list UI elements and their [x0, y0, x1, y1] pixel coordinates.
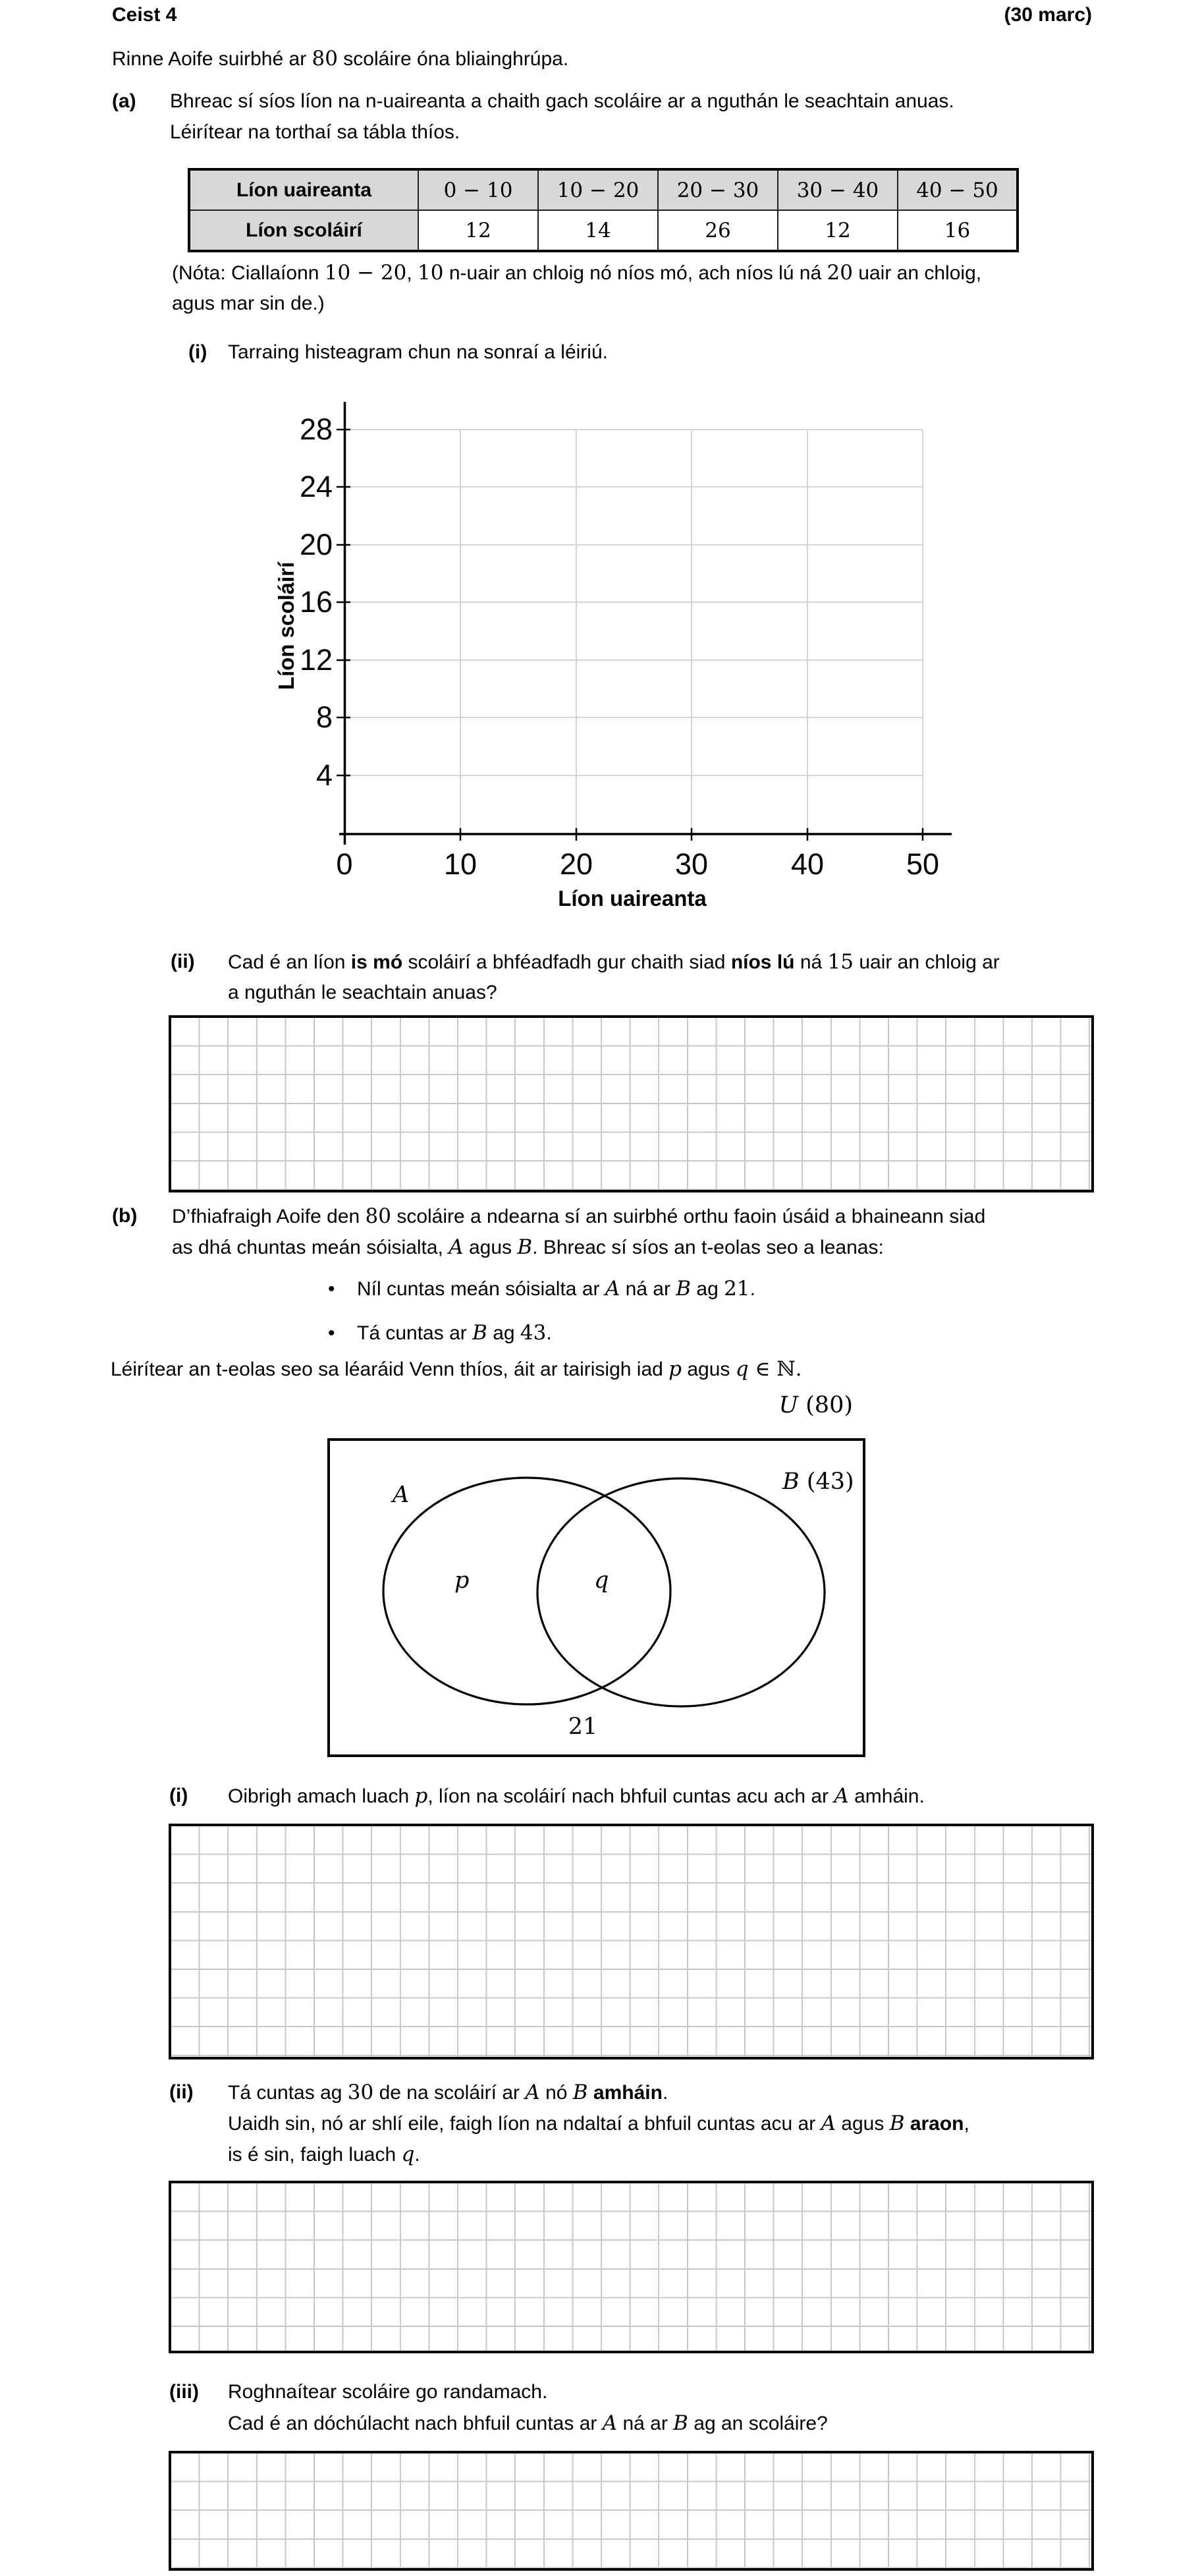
label-b-iii: (iii)	[169, 2381, 199, 2403]
value-cell: 14	[538, 210, 658, 251]
part-a-line1: Bhreac sí síos líon na n-uaireanta a chaith gach scoláire ar a nguthán le seachtain anuas.	[170, 90, 954, 112]
range-cell: 0 − 10	[418, 169, 538, 210]
answer-box-b-iii[interactable]	[169, 2451, 1094, 2571]
y-tick-20: 20	[299, 528, 333, 561]
var-B: B	[889, 2112, 905, 2135]
emphasis-is-mo: is mó	[350, 951, 403, 973]
label-a-ii: (ii)	[171, 951, 195, 972]
part-a-line2: Léirítear na torthaí sa tábla thíos.	[170, 121, 460, 143]
var-A: A	[525, 2081, 540, 2104]
emphasis-nios-lu: níos lú	[730, 951, 795, 973]
bullet-item-1: • Níl cuntas meán sóisialta ar A ná ar B ag 21.	[328, 1274, 755, 1304]
var-A: A	[834, 1784, 849, 1808]
var-A: A	[449, 1235, 464, 1259]
outside-count-label: 21	[568, 1714, 598, 1740]
range-cell: 10 − 20	[538, 169, 658, 210]
value-cell: 12	[778, 210, 898, 251]
set-b-label: B (43)	[782, 1469, 854, 1495]
set-a-circle	[383, 1478, 670, 1704]
note-line1: (Nóta: Ciallaíonn 10 − 20, 10 n-uair an chloig nó níos mó, ach níos lú ná 20 uair an chloig,	[172, 261, 982, 285]
var-B: B	[472, 1321, 487, 1345]
question-b-iii-line2: Cad é an dóchúlacht nach bhfuil cuntas ar A ná ar B ag an scoláire?	[228, 2411, 828, 2435]
var-q: q	[735, 1357, 749, 1381]
num-80: 80	[365, 1204, 391, 1228]
bullet-icon: •	[328, 1278, 335, 1300]
y-tick-16: 16	[299, 585, 333, 619]
label-a-i: (i)	[188, 341, 207, 363]
x-tick-10: 10	[443, 847, 477, 881]
question-b-ii-line3: is é sin, faigh luach q.	[228, 2142, 420, 2166]
range-cell: 30 − 40	[778, 169, 898, 210]
question-b-ii-line2: Uaidh sin, nó ar shlí eile, faigh líon na ndaltaí a bhfuil cuntas acu ar A agus B araon,	[228, 2112, 969, 2135]
answer-box-b-ii[interactable]	[169, 2181, 1094, 2353]
value-cell: 16	[898, 210, 1018, 251]
x-tick-40: 40	[790, 847, 825, 881]
y-axis-title: Líon scoláirí	[274, 561, 298, 690]
set-b-circle	[537, 1478, 825, 1706]
num-15: 15	[827, 950, 854, 974]
emphasis-araon: araon	[910, 2113, 964, 2135]
table-header-students: Líon scoláirí	[189, 210, 418, 251]
var-A: A	[602, 2411, 618, 2435]
bullet-item-2: • Tá cuntas ar B ag 43.	[328, 1318, 552, 1349]
range-cell: 40 − 50	[898, 169, 1018, 210]
num-21: 21	[724, 1277, 750, 1301]
label-b-i: (i)	[169, 1785, 188, 1806]
label-part-a: (a)	[112, 90, 136, 112]
table-header-hours: Líon uaireanta	[189, 169, 418, 210]
part-b-line1: D’fhiafraigh Aoife den 80 scoláire a ndearna sí an suirbhé orthu faoin úsáid a bhaineann siad	[172, 1204, 986, 1228]
histogram-grid[interactable]	[250, 395, 962, 922]
region-q-label: q	[594, 1567, 609, 1594]
var-A: A	[605, 1277, 620, 1301]
var-q: q	[401, 2142, 415, 2166]
num-80: 80	[312, 47, 338, 70]
emphasis-amhain: amháin	[593, 2082, 663, 2104]
venn-diagram	[296, 1384, 922, 1792]
var-A: A	[821, 2112, 836, 2135]
x-axis-title: Líon uaireanta	[558, 886, 707, 910]
page-title: Ceist 4	[112, 4, 177, 26]
y-tick-24: 24	[299, 470, 333, 503]
num-30: 30	[347, 2081, 374, 2104]
histogram-axes	[250, 395, 962, 922]
element-of-naturals: ∈ ℕ.	[748, 1357, 802, 1381]
universe-label: U (80)	[778, 1392, 853, 1418]
question-a-ii-line2: a nguthán le seachtain anuas?	[228, 982, 497, 1003]
bullet-icon: •	[328, 1322, 335, 1344]
var-p: p	[668, 1357, 682, 1381]
hours-frequency-table	[188, 168, 1019, 252]
var-B: B	[517, 1235, 533, 1259]
num-43: 43	[520, 1321, 547, 1345]
question-b-i: Oibrigh amach luach p, líon na scoláirí nach bhfuil cuntas acu ach ar A amháin.	[228, 1784, 925, 1808]
part-b-line2: as dhá chuntas meán sóisialta, A agus B. Bhreac sí síos an t-eolas seo a leanas:	[172, 1235, 884, 1259]
var-B: B	[572, 2081, 588, 2104]
var-U: U	[778, 1392, 799, 1418]
x-tick-0: 0	[336, 847, 353, 881]
marks-badge: (30 marc)	[1004, 4, 1092, 26]
question-b-iii-line1: Roghnaítear scoláire go randamach.	[228, 2381, 548, 2403]
table-row-hours	[189, 169, 1018, 210]
answer-box-a-ii[interactable]	[169, 1015, 1094, 1192]
y-tick-28: 28	[299, 412, 333, 446]
set-a-label: A	[393, 1482, 410, 1508]
intro-text: Rinne Aoife suirbhé ar 80 scoláire óna bliainghrúpa.	[112, 47, 569, 70]
question-b-ii-line1: Tá cuntas ag 30 de na scoláirí ar A nó B amháin.	[228, 2081, 668, 2104]
y-tick-8: 8	[315, 700, 333, 734]
x-tick-30: 30	[674, 847, 709, 881]
x-tick-50: 50	[906, 847, 940, 881]
table-row-students	[189, 210, 1018, 251]
value-cell: 12	[418, 210, 538, 251]
y-tick-4: 4	[315, 758, 333, 792]
question-a-ii-line1: Cad é an líon is mó scoláirí a bhféadfadh gur chaith siad níos lú ná 15 uair an chloig ar	[228, 950, 1000, 974]
question-a-i: Tarraing histeagram chun na sonraí a léiriú.	[228, 341, 608, 363]
label-b-ii: (ii)	[169, 2081, 194, 2103]
note-line2: agus mar sin de.)	[172, 293, 325, 314]
var-p: p	[414, 1784, 428, 1808]
region-p-label: p	[454, 1567, 470, 1594]
var-B: B	[676, 1277, 692, 1301]
var-B: B	[673, 2411, 688, 2435]
value-cell: 26	[658, 210, 778, 251]
label-part-b: (b)	[112, 1205, 138, 1227]
range-cell: 20 − 30	[658, 169, 778, 210]
venn-lead-text: Léirítear an t-eolas seo sa léaráid Venn thíos, áit ar tairisigh iad p agus q ∈ ℕ.	[111, 1357, 802, 1381]
answer-box-b-i[interactable]	[169, 1824, 1094, 2059]
x-tick-20: 20	[559, 847, 593, 881]
y-tick-12: 12	[299, 643, 333, 677]
